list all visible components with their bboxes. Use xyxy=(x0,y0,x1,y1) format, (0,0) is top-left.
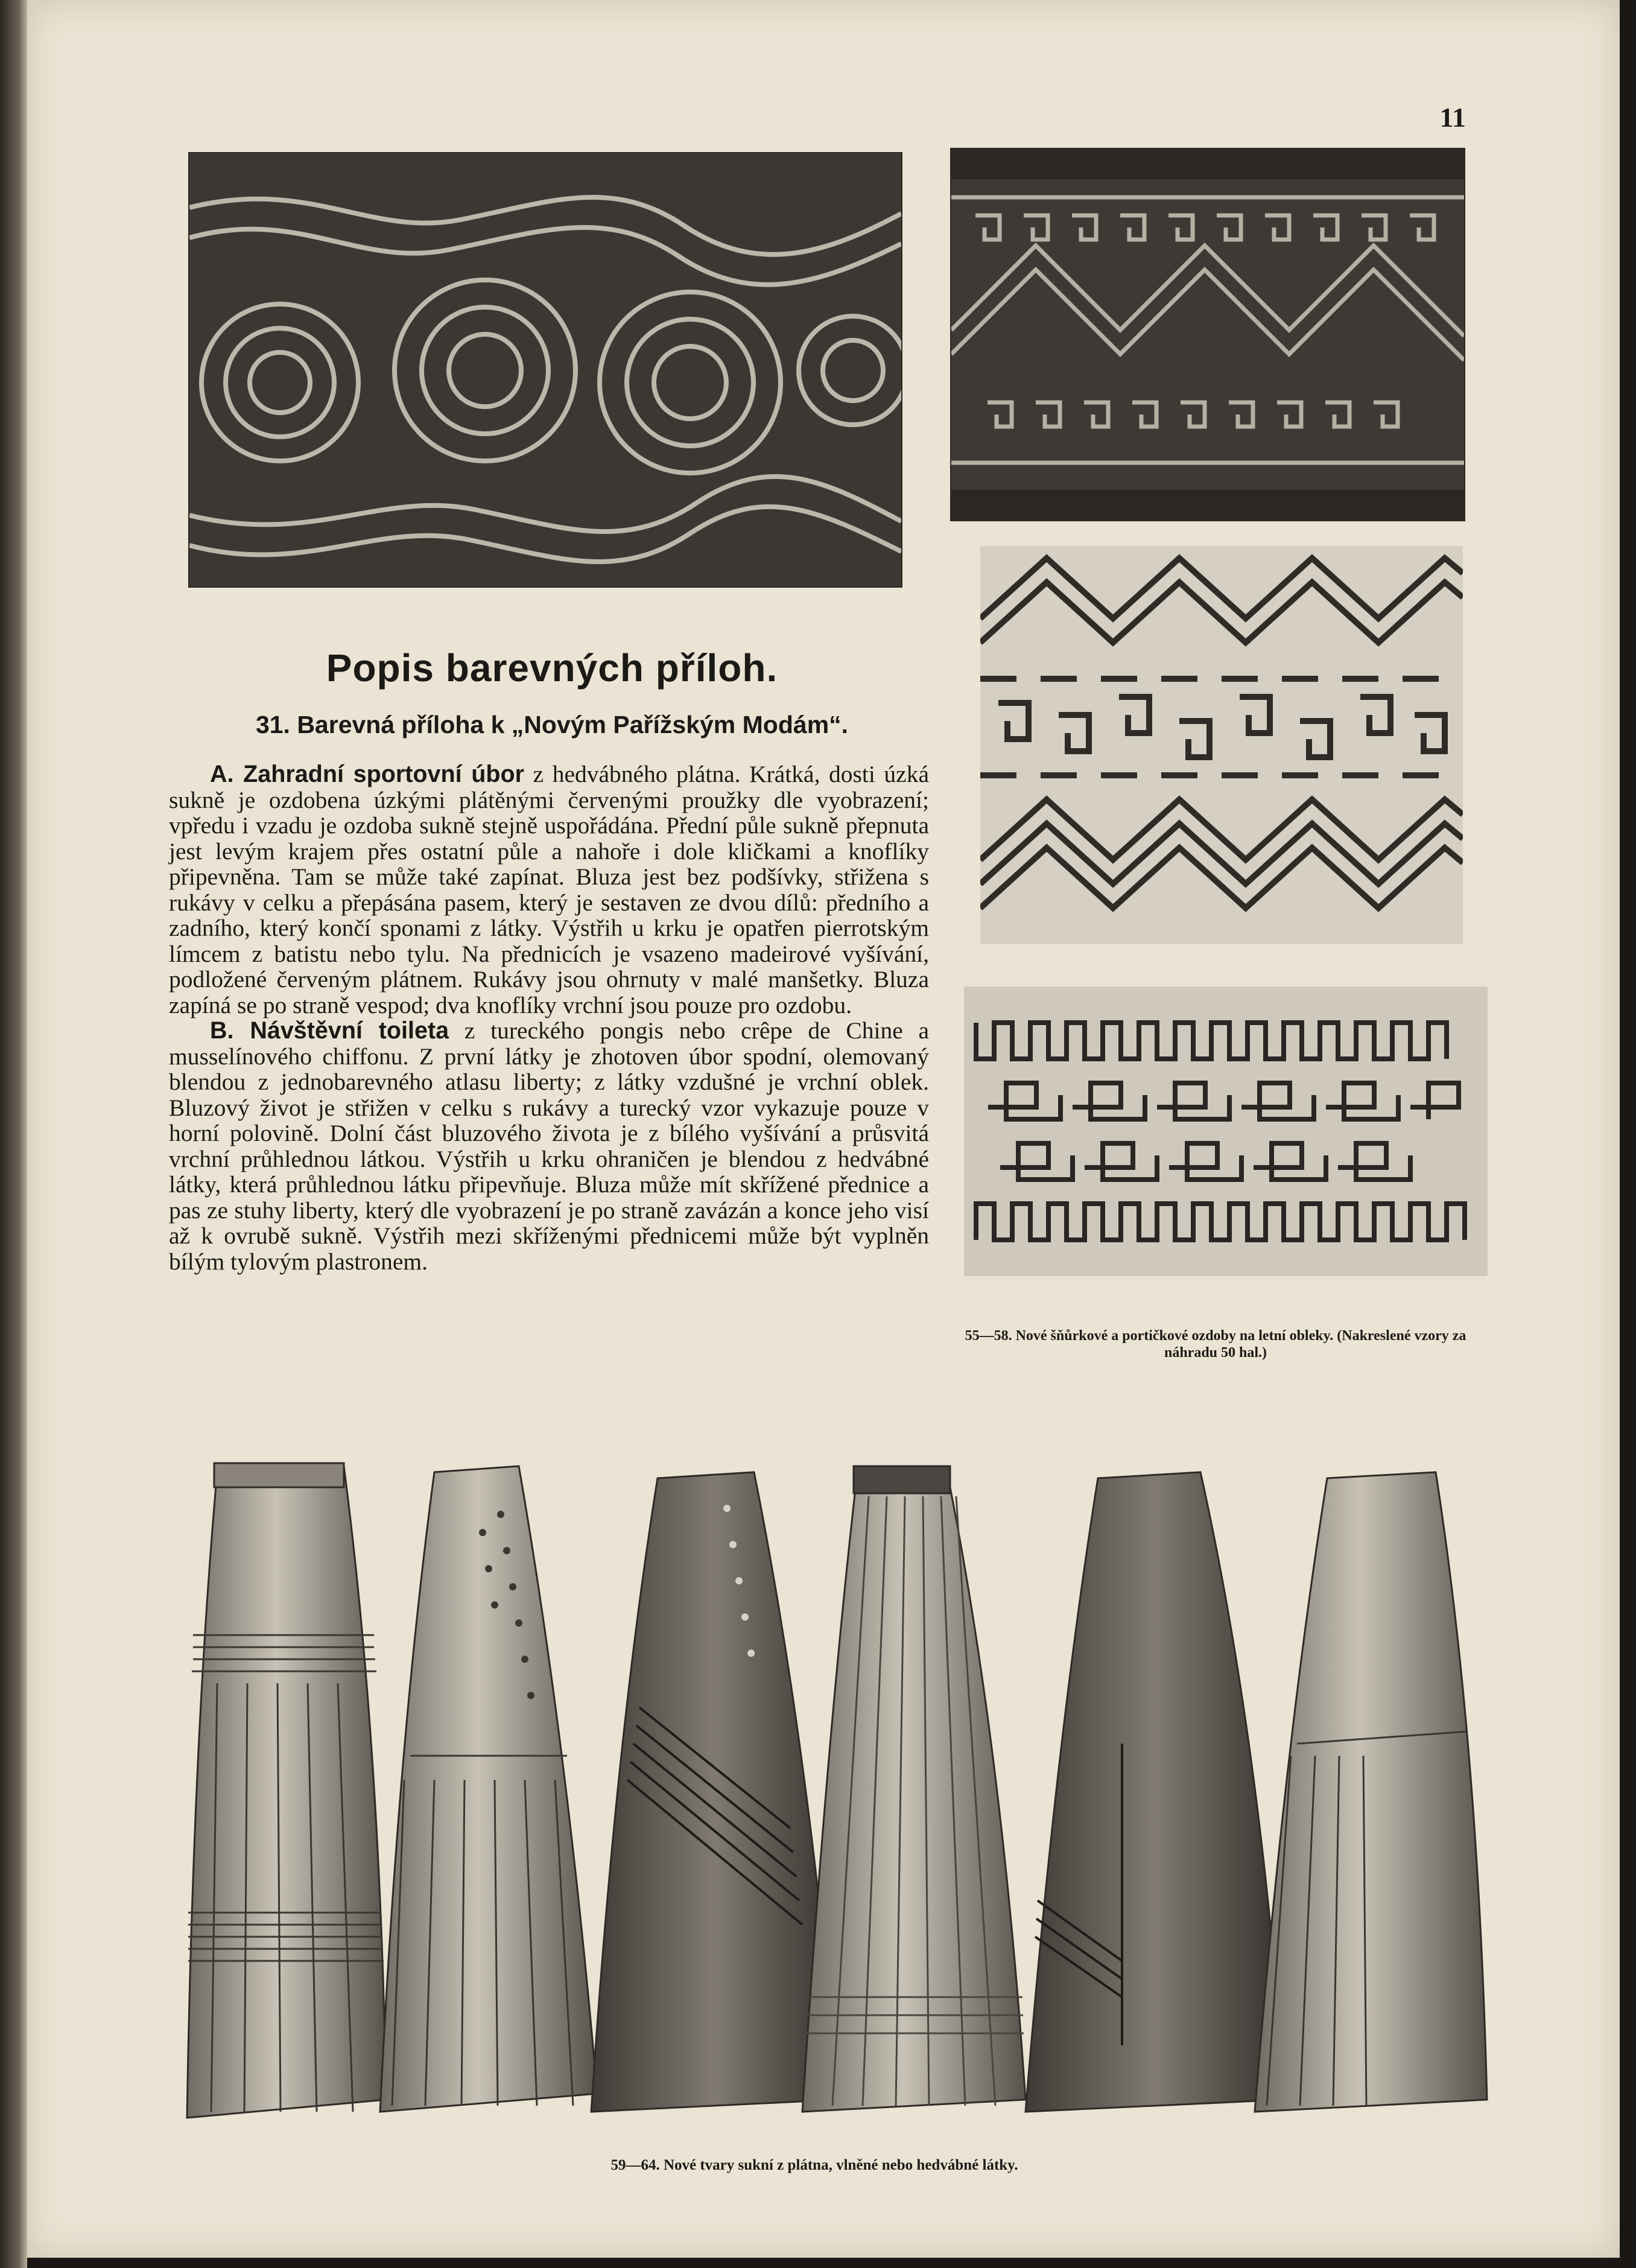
zigzag-braid-trim-image xyxy=(980,546,1463,944)
page-heading: Popis barevných příloh. xyxy=(326,646,778,690)
meander-braid-trim-image xyxy=(964,986,1488,1276)
paragraph-a xyxy=(169,761,929,1018)
skirts-caption: 59—64. Nové tvary sukní z plátna, vlněné nebo hedvábné látky. xyxy=(610,2157,1018,2173)
paragraph-b-lead: B. Návštěvní toileta xyxy=(210,1017,449,1044)
paragraph-a-text: z hedvábného plátna. Krátká, dosti úzká sukně je ozdobena úzkými plátěnými červenými proužky dle vyobrazení; vpředu i vzadu je ozdoba sukně stejně uspořádána. Přední půle sukně přepnuta jest levým krajem přes ostatní půle a nahoře i dole kličkami a knoflíky připevněna. Tam se může také zapínat. Bluza jest bez podšívky, střižena s rukávy v celku a přepásána pasem, který je sestaven ze dvou dílů: předního a zadního, který končí sponami z látky. Výstřih u krku je opatřen pierrotským límcem z batistu nebo tylu. Na přednicích je vsazeno madeirové vyšívání, podložené červeným plátnem. Rukávy jsou ohrnuty v malé manšetky. Bluza zapíná se po straně vespod; dva knoflíky vrchní jsou pouze pro ozdobu. xyxy=(169,761,929,1018)
spiral-braid-trim-image xyxy=(188,152,902,588)
trims-caption: 55—58. Nové šňůrkové a portičkové ozdoby na letní obleky. (Nakreslené vzory za náhradu 50 hal.) xyxy=(965,1328,1466,1361)
six-skirts-illustration xyxy=(181,1442,1490,2130)
page-subheading: 31. Barevná příloha k „Novým Pařížským Modám“. xyxy=(255,711,849,739)
paragraph-a-lead: A. Zahradní sportovní úbor xyxy=(210,761,525,787)
greek-key-braid-trim-image xyxy=(950,148,1465,521)
paragraph-b-text: z tureckého pongis nebo crêpe de Chine a musselínového chiffonu. Z první látky je zhotoven úbor spodní, olemovaný blendou z jednobarevného atlasu liberty; z látky vzdušné je vrchní oblek. Bluzový život je střižen v celku s rukávy a turecký vzor vykazuje pouze v horní polovině. Dolní část bluzového života je z bílého vyšívání a průsvitá vrchní průhlednou látkou. Výstřih u krku ohraničen je blendou z hedvábné látky, která průhlednou látku připevňuje. Bluza může mít skřížené přednice a pas ze stuhy liberty, který dle vyobrazení je po straně zavázán a konce jeho visí až k ovrubě sukně. Výstřih mezi skříženými přednicemi může být vyplněn bílým tylovým plastronem. xyxy=(169,1017,929,1275)
page-number: 11 xyxy=(1439,102,1466,133)
paragraph-b xyxy=(169,1018,929,1274)
book-gutter xyxy=(0,0,27,2268)
article-body xyxy=(169,761,929,1274)
